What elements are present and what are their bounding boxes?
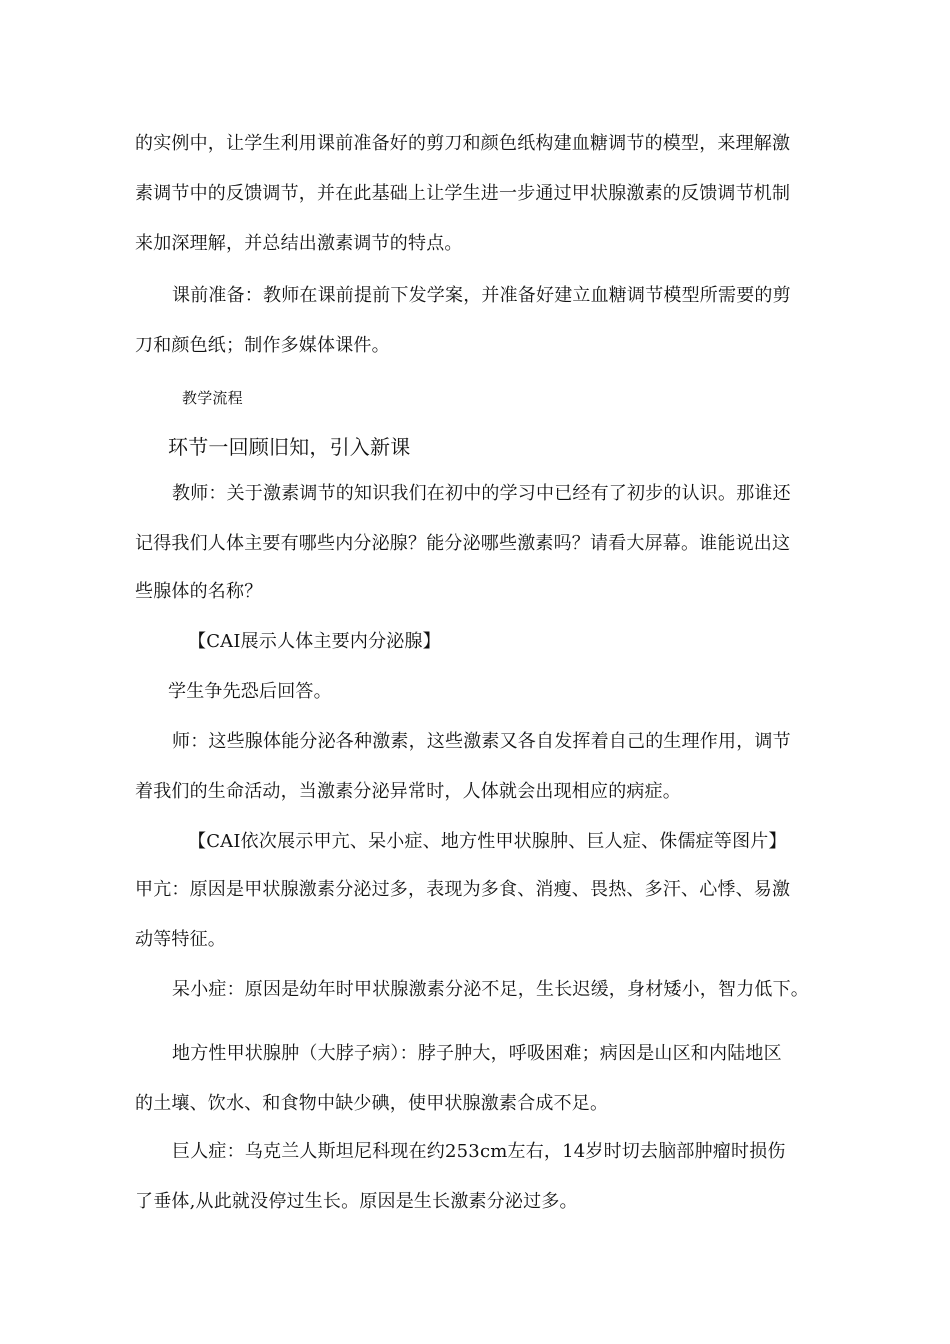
paragraph-cretinism: 呆小症：原因是幼年时甲状腺激素分泌不足，生长迟缓，身材矮小，智力低下。	[172, 979, 809, 1000]
paragraph-students-answer: 学生争先恐后回答。	[168, 681, 332, 702]
paragraph-intro-line-1: 的实例中，让学生利用课前准备好的剪刀和颜色纸构建血糖调节的模型，来理解激	[135, 133, 791, 154]
heading-teaching-process: 教学流程	[182, 389, 243, 407]
paragraph-teacher-hormones-line-2: 着我们的生命活动，当激素分泌异常时，人体就会出现相应的病症。	[135, 781, 681, 802]
paragraph-preparation-line-2: 刀和颜色纸；制作多媒体课件。	[135, 335, 390, 356]
note-cai-diseases: 【CAI依次展示甲亢、呆小症、地方性甲状腺肿、巨人症、侏儒症等图片】	[188, 831, 787, 852]
paragraph-hyperthyroidism-line-2: 动等特征。	[135, 929, 226, 950]
paragraph-hyperthyroidism-line-1: 甲亢：原因是甲状腺激素分泌过多，表现为多食、消瘦、畏热、多汗、心悸、易激	[135, 879, 791, 900]
paragraph-preparation-line-1: 课前准备：教师在课前提前下发学案，并准备好建立血糖调节模型所需要的剪	[172, 285, 791, 306]
paragraph-teacher-line-3: 些腺体的名称？	[135, 581, 263, 602]
note-cai-glands: 【CAI展示人体主要内分泌腺】	[188, 631, 441, 652]
paragraph-teacher-line-1: 教师：关于激素调节的知识我们在初中的学习中已经有了初步的认识。那谁还	[172, 483, 791, 504]
paragraph-gigantism-line-1: 巨人症：乌克兰人斯坦尼科现在约253cm左右，14岁时切去脑部肿瘤时损伤	[172, 1141, 786, 1162]
paragraph-gigantism-line-2: 了垂体,从此就没停过生长。原因是生长激素分泌过多。	[135, 1191, 578, 1212]
paragraph-teacher-line-2: 记得我们人体主要有哪些内分泌腺？能分泌哪些激素吗？请看大屏幕。谁能说出这	[135, 533, 791, 554]
paragraph-teacher-hormones-line-1: 师：这些腺体能分泌各种激素，这些激素又各自发挥着自己的生理作用，调节	[172, 731, 791, 752]
paragraph-intro-line-2: 素调节中的反馈调节，并在此基础上让学生进一步通过甲状腺激素的反馈调节机制	[135, 183, 791, 204]
paragraph-goiter-line-1: 地方性甲状腺肿（大脖子病）：脖子肿大，呼吸困难；病因是山区和内陆地区	[172, 1043, 782, 1064]
paragraph-goiter-line-2: 的土壤、饮水、和食物中缺少碘，使甲状腺激素合成不足。	[135, 1093, 609, 1114]
heading-section-one: 环节一回顾旧知，引入新课	[168, 435, 411, 459]
paragraph-intro-line-3: 来加深理解，并总结出激素调节的特点。	[135, 233, 463, 254]
